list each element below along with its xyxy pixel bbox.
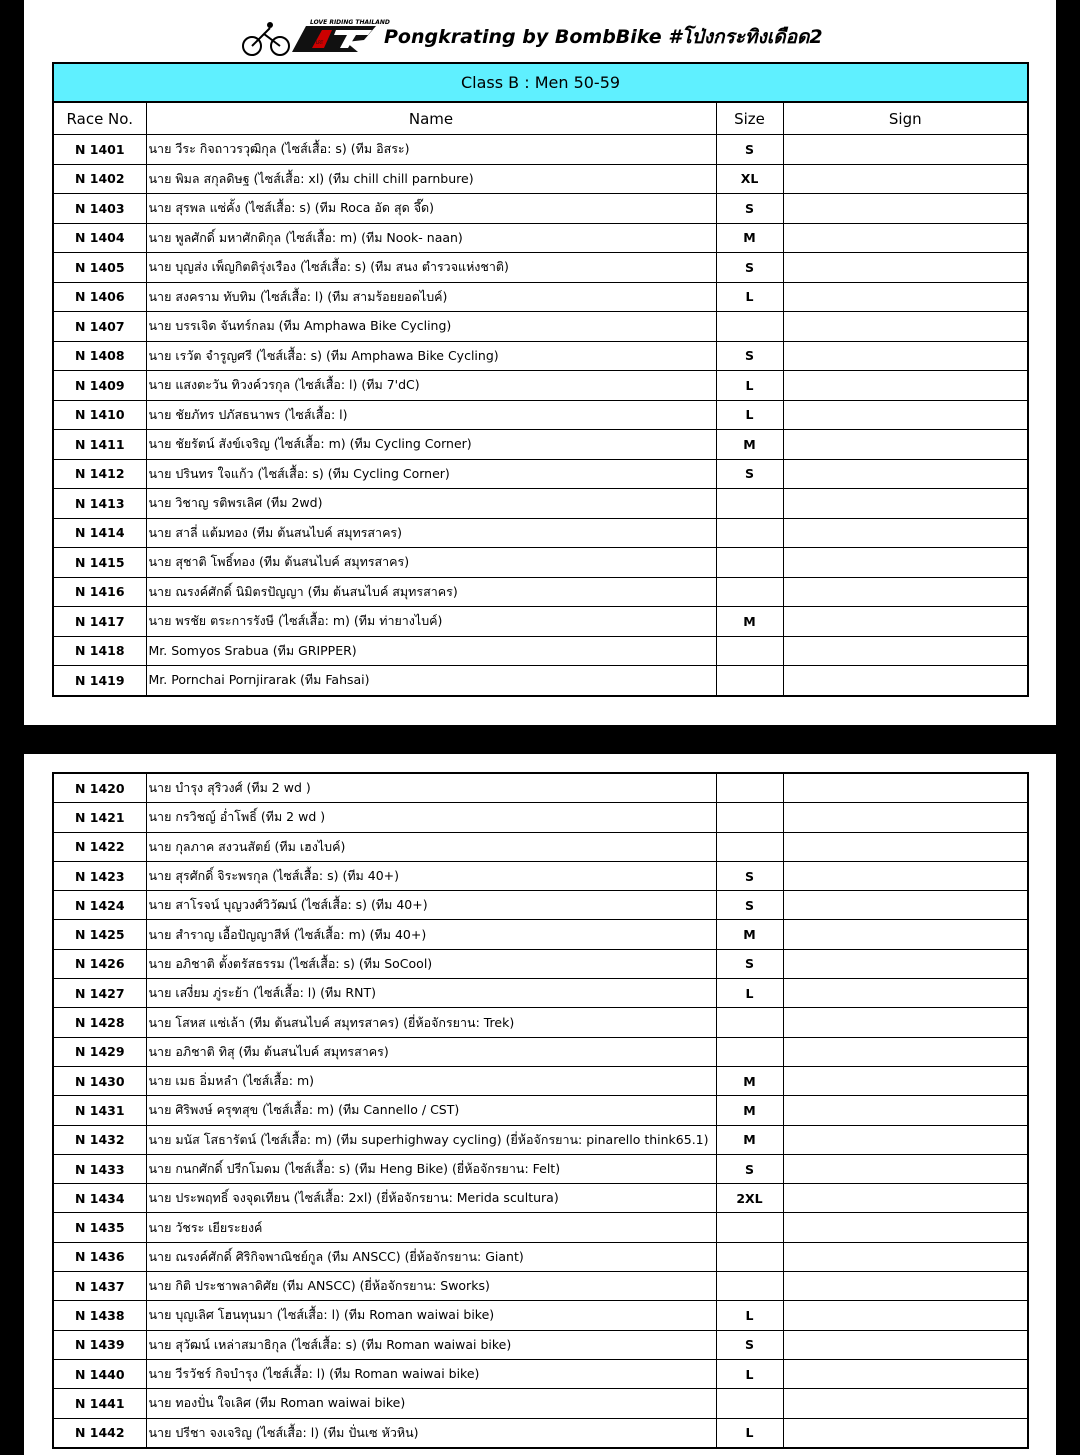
- race-number-cell: N 1431: [53, 1096, 146, 1125]
- sign-cell: [783, 773, 1028, 803]
- table-row: [53, 312, 1028, 342]
- race-number-cell: N 1424: [53, 891, 146, 920]
- size-cell: L: [716, 371, 783, 401]
- name-cell: นาย อภิชาติ ตั้งตรัสธรรม (ไซส์เสื้อ: s) (ทีม SoCool): [146, 949, 716, 978]
- race-number-cell: N 1430: [53, 1066, 146, 1095]
- name-cell: นาย กุลภาค สงวนสัตย์ (ทีม เฮงไบค์): [146, 832, 716, 861]
- table-row: [53, 1301, 1028, 1330]
- size-cell: XL: [716, 164, 783, 194]
- size-cell: [716, 803, 783, 832]
- table-row: [53, 164, 1028, 194]
- sign-cell: [783, 1272, 1028, 1301]
- name-cell: นาย วีรวัชร์ กิจบำรุง (ไซส์เสื้อ: l) (ทีม Roman waiwai bike): [146, 1359, 716, 1388]
- size-cell: M: [716, 1066, 783, 1095]
- table-row: [53, 194, 1028, 224]
- name-cell: Mr. Pornchai Pornjirarak (ทีม Fahsai): [146, 666, 716, 696]
- race-number-cell: N 1401: [53, 135, 146, 165]
- sign-cell: [783, 341, 1028, 371]
- race-number-cell: N 1405: [53, 253, 146, 283]
- lrt-logo: [236, 18, 390, 62]
- sign-cell: [783, 1418, 1028, 1448]
- size-cell: L: [716, 979, 783, 1008]
- column-header-sign: Sign: [783, 102, 1028, 135]
- race-number-cell: N 1411: [53, 430, 146, 460]
- logo-tagline: LOVE RIDING THAILAND: [310, 19, 390, 26]
- size-cell: M: [716, 920, 783, 949]
- page-header: [24, 0, 1056, 62]
- sign-cell: [783, 803, 1028, 832]
- sign-cell: [783, 607, 1028, 637]
- size-cell: S: [716, 1154, 783, 1183]
- race-number-cell: N 1438: [53, 1301, 146, 1330]
- sign-cell: [783, 1389, 1028, 1418]
- sign-cell: [783, 891, 1028, 920]
- race-number-cell: N 1425: [53, 920, 146, 949]
- race-number-cell: N 1420: [53, 773, 146, 803]
- table-row: [53, 577, 1028, 607]
- race-number-cell: N 1437: [53, 1272, 146, 1301]
- table-row: [53, 1125, 1028, 1154]
- race-number-cell: N 1412: [53, 459, 146, 489]
- name-cell: นาย สาลี่ แต้มทอง (ทีม ต้นสนไบค์ สมุทรสาคร): [146, 518, 716, 548]
- name-cell: นาย สุรศักดิ์ จิระพรกุล (ไซส์เสื้อ: s) (ทีม 40+): [146, 861, 716, 890]
- sign-cell: [783, 1184, 1028, 1213]
- name-cell: นาย ณรงค์ศักดิ์ นิมิตรปัญญา (ทีม ต้นสนไบค์ สมุทรสาคร): [146, 577, 716, 607]
- size-cell: S: [716, 253, 783, 283]
- name-cell: นาย ชัยภัทร ปภัสธนาพร (ไซส์เสื้อ: l): [146, 400, 716, 430]
- page-title: Pongkrating by BombBike #โป่งกระทิงเดือด2: [384, 26, 823, 48]
- size-cell: L: [716, 1418, 783, 1448]
- column-header-size: Size: [716, 102, 783, 135]
- size-cell: L: [716, 282, 783, 312]
- race-number-cell: N 1435: [53, 1213, 146, 1242]
- size-cell: S: [716, 1330, 783, 1359]
- size-cell: [716, 518, 783, 548]
- sign-cell: [783, 636, 1028, 666]
- table-row: [53, 518, 1028, 548]
- table-row: [53, 1272, 1028, 1301]
- table-row: [53, 341, 1028, 371]
- table-row: [53, 1213, 1028, 1242]
- size-cell: [716, 312, 783, 342]
- name-cell: นาย ทองปั่น ใจเลิศ (ทีม Roman waiwai bike): [146, 1389, 716, 1418]
- table-row: [53, 135, 1028, 165]
- race-number-cell: N 1409: [53, 371, 146, 401]
- size-cell: [716, 1242, 783, 1271]
- sign-cell: [783, 1154, 1028, 1183]
- size-cell: [716, 666, 783, 696]
- name-cell: นาย กิติ ประชาพลาดิศัย (ทีม ANSCC) (ยี่ห้อจักรยาน: Sworks): [146, 1272, 716, 1301]
- size-cell: [716, 636, 783, 666]
- table-row: [53, 1066, 1028, 1095]
- size-cell: S: [716, 135, 783, 165]
- size-cell: S: [716, 341, 783, 371]
- race-number-cell: N 1422: [53, 832, 146, 861]
- name-cell: นาย สงคราม ทับทิม (ไซส์เสื้อ: l) (ทีม สามร้อยยอดไบค์): [146, 282, 716, 312]
- name-cell: นาย บำรุง สุริวงศ์ (ทีม 2 wd ): [146, 773, 716, 803]
- race-number-cell: N 1404: [53, 223, 146, 253]
- table-row: [53, 1037, 1028, 1066]
- sign-cell: [783, 1037, 1028, 1066]
- sign-cell: [783, 223, 1028, 253]
- race-number-cell: N 1416: [53, 577, 146, 607]
- sign-cell: [783, 194, 1028, 224]
- column-header-name: Name: [146, 102, 716, 135]
- sign-cell: [783, 949, 1028, 978]
- sign-cell: [783, 459, 1028, 489]
- column-header-race-no: Race No.: [53, 102, 146, 135]
- name-cell: นาย สุรพล แซ่คั้ง (ไซส์เสื้อ: s) (ทีม Roca อัด สุด จึ๊ด): [146, 194, 716, 224]
- participant-table-continued: [52, 772, 1029, 1449]
- table-row: [53, 1154, 1028, 1183]
- size-cell: [716, 577, 783, 607]
- size-cell: S: [716, 861, 783, 890]
- sign-cell: [783, 832, 1028, 861]
- size-cell: 2XL: [716, 1184, 783, 1213]
- sign-cell: [783, 282, 1028, 312]
- name-cell: นาย กรวิชญ์ อ่ำโพธิ์ (ทีม 2 wd ): [146, 803, 716, 832]
- table-row: [53, 773, 1028, 803]
- name-cell: นาย ชัยรัตน์ สังข์เจริญ (ไซส์เสื้อ: m) (ทีม Cycling Corner): [146, 430, 716, 460]
- name-cell: นาย โสหส แซ่เล้า (ทีม ต้นสนไบค์ สมุทรสาคร) (ยี่ห้อจักรยาน: Trek): [146, 1008, 716, 1037]
- sign-cell: [783, 1125, 1028, 1154]
- table-row: [53, 636, 1028, 666]
- size-cell: L: [716, 1359, 783, 1388]
- sign-cell: [783, 1359, 1028, 1388]
- sign-cell: [783, 253, 1028, 283]
- sign-cell: [783, 489, 1028, 519]
- size-cell: [716, 1389, 783, 1418]
- size-cell: [716, 548, 783, 578]
- size-cell: M: [716, 223, 783, 253]
- size-cell: [716, 1213, 783, 1242]
- size-cell: [716, 832, 783, 861]
- sign-cell: [783, 135, 1028, 165]
- table-row: [53, 1389, 1028, 1418]
- race-number-cell: N 1413: [53, 489, 146, 519]
- column-header-row: [53, 102, 1028, 135]
- table-row: [53, 459, 1028, 489]
- table-row: [53, 803, 1028, 832]
- sign-cell: [783, 1096, 1028, 1125]
- race-number-cell: N 1415: [53, 548, 146, 578]
- logo-letters: LRT: [316, 40, 324, 45]
- sign-cell: [783, 164, 1028, 194]
- sign-cell: [783, 1008, 1028, 1037]
- race-number-cell: N 1421: [53, 803, 146, 832]
- sign-cell: [783, 548, 1028, 578]
- size-cell: S: [716, 949, 783, 978]
- name-cell: นาย เรวัต จำรูญศรี (ไซส์เสื้อ: s) (ทีม Amphawa Bike Cycling): [146, 341, 716, 371]
- name-cell: นาย เสงี่ยม ภู่ระย้า (ไซส์เสื้อ: l) (ทีม RNT): [146, 979, 716, 1008]
- class-title-row: [53, 63, 1028, 102]
- race-number-cell: N 1403: [53, 194, 146, 224]
- sign-cell: [783, 861, 1028, 890]
- sign-cell: [783, 518, 1028, 548]
- race-number-cell: N 1402: [53, 164, 146, 194]
- sign-cell: [783, 1330, 1028, 1359]
- race-number-cell: N 1414: [53, 518, 146, 548]
- race-number-cell: N 1440: [53, 1359, 146, 1388]
- race-number-cell: N 1410: [53, 400, 146, 430]
- size-cell: M: [716, 1096, 783, 1125]
- name-cell: นาย แสงตะวัน ทิวงค์วรกุล (ไซส์เสื้อ: l) (ทีม 7'dC): [146, 371, 716, 401]
- page-1: [24, 0, 1056, 725]
- name-cell: นาย บุญเลิศ โฮนทุนมา (ไซส์เสื้อ: l) (ทีม Roman waiwai bike): [146, 1301, 716, 1330]
- table-row: [53, 371, 1028, 401]
- name-cell: นาย วีระ กิจถาวรวุฒิกุล (ไซส์เสื้อ: s) (ทีม อิสระ): [146, 135, 716, 165]
- sign-cell: [783, 312, 1028, 342]
- race-number-cell: N 1432: [53, 1125, 146, 1154]
- race-number-cell: N 1407: [53, 312, 146, 342]
- name-cell: นาย สุวัฒน์ เหล่าสมาธิกุล (ไซส์เสื้อ: s) (ทีม Roman waiwai bike): [146, 1330, 716, 1359]
- name-cell: นาย ปรีชา จงเจริญ (ไซส์เสื้อ: l) (ทีม ปั่นเซ หัวหิน): [146, 1418, 716, 1448]
- table-row: [53, 949, 1028, 978]
- name-cell: นาย ปรินทร ใจแก้ว (ไซส์เสื้อ: s) (ทีม Cycling Corner): [146, 459, 716, 489]
- name-cell: นาย เมธ อิ่มหลำ (ไซส์เสื้อ: m): [146, 1066, 716, 1095]
- size-cell: [716, 1037, 783, 1066]
- size-cell: M: [716, 430, 783, 460]
- sign-cell: [783, 400, 1028, 430]
- table-row: [53, 489, 1028, 519]
- table-row: [53, 861, 1028, 890]
- race-number-cell: N 1408: [53, 341, 146, 371]
- table-row: [53, 1330, 1028, 1359]
- race-number-cell: N 1433: [53, 1154, 146, 1183]
- table-row: [53, 979, 1028, 1008]
- size-cell: S: [716, 459, 783, 489]
- race-number-cell: N 1442: [53, 1418, 146, 1448]
- table-row: [53, 430, 1028, 460]
- race-number-cell: N 1423: [53, 861, 146, 890]
- page-2: [24, 754, 1056, 1455]
- sign-cell: [783, 979, 1028, 1008]
- race-number-cell: N 1406: [53, 282, 146, 312]
- name-cell: Mr. Somyos Srabua (ทีม GRIPPER): [146, 636, 716, 666]
- race-number-cell: N 1436: [53, 1242, 146, 1271]
- race-number-cell: N 1427: [53, 979, 146, 1008]
- race-number-cell: N 1426: [53, 949, 146, 978]
- table-row: [53, 666, 1028, 696]
- name-cell: นาย พิมล สกุลดิษฐ (ไซส์เสื้อ: xl) (ทีม chill chill parnbure): [146, 164, 716, 194]
- name-cell: นาย ประพฤทธิ์ จงจุดเทียน (ไซส์เสื้อ: 2xl) (ยี่ห้อจักรยาน: Merida scultura): [146, 1184, 716, 1213]
- name-cell: นาย ศิริพงษ์ ครุฑสุข (ไซส์เสื้อ: m) (ทีม Cannello / CST): [146, 1096, 716, 1125]
- name-cell: นาย สำราญ เอื้อปัญญาสีห์ (ไซส์เสื้อ: m) (ทีม 40+): [146, 920, 716, 949]
- name-cell: นาย มนัส โสธารัตน์ (ไซส์เสื้อ: m) (ทีม superhighway cycling) (ยี่ห้อจักรยาน: pinarello think65.1): [146, 1125, 716, 1154]
- race-number-cell: N 1441: [53, 1389, 146, 1418]
- table-row: [53, 1008, 1028, 1037]
- name-cell: นาย พูลศักดิ์ มหาศักดิกุล (ไซส์เสื้อ: m) (ทีม Nook- naan): [146, 223, 716, 253]
- sign-cell: [783, 920, 1028, 949]
- race-number-cell: N 1439: [53, 1330, 146, 1359]
- table-row: [53, 1418, 1028, 1448]
- size-cell: M: [716, 1125, 783, 1154]
- table-row: [53, 400, 1028, 430]
- table-row: [53, 282, 1028, 312]
- size-cell: S: [716, 194, 783, 224]
- name-cell: นาย สุชาติ โพธิ์ทอง (ทีม ต้นสนไบค์ สมุทรสาคร): [146, 548, 716, 578]
- table-row: [53, 1096, 1028, 1125]
- name-cell: นาย ณรงค์ศักดิ์ ศิริกิจพาณิชย์กูล (ทีม ANSCC) (ยี่ห้อจักรยาน: Giant): [146, 1242, 716, 1271]
- table-row: [53, 832, 1028, 861]
- table-row: [53, 1242, 1028, 1271]
- size-cell: [716, 1008, 783, 1037]
- size-cell: L: [716, 400, 783, 430]
- sign-cell: [783, 1213, 1028, 1242]
- table-row: [53, 607, 1028, 637]
- table-row: [53, 891, 1028, 920]
- name-cell: นาย พรชัย ตระการรังษี (ไซส์เสื้อ: m) (ทีม ท่ายางไบค์): [146, 607, 716, 637]
- name-cell: นาย วัชระ เยียระยงค์: [146, 1213, 716, 1242]
- race-number-cell: N 1417: [53, 607, 146, 637]
- table-row: [53, 253, 1028, 283]
- participant-table: [52, 62, 1029, 697]
- sign-cell: [783, 577, 1028, 607]
- race-number-cell: N 1429: [53, 1037, 146, 1066]
- race-number-cell: N 1419: [53, 666, 146, 696]
- table-row: [53, 1359, 1028, 1388]
- name-cell: นาย กนกศักดิ์ ปรีกโมดม (ไซส์เสื้อ: s) (ทีม Heng Bike) (ยี่ห้อจักรยาน: Felt): [146, 1154, 716, 1183]
- size-cell: [716, 1272, 783, 1301]
- size-cell: M: [716, 607, 783, 637]
- size-cell: [716, 773, 783, 803]
- name-cell: นาย บุญส่ง เพ็ญกิตติรุ่งเรือง (ไซส์เสื้อ: s) (ทีม สนง ตำรวจแห่งชาติ): [146, 253, 716, 283]
- table-row: [53, 223, 1028, 253]
- sign-cell: [783, 1066, 1028, 1095]
- sign-cell: [783, 1301, 1028, 1330]
- race-number-cell: N 1428: [53, 1008, 146, 1037]
- sign-cell: [783, 371, 1028, 401]
- sign-cell: [783, 666, 1028, 696]
- sign-cell: [783, 1242, 1028, 1271]
- table-row: [53, 1184, 1028, 1213]
- name-cell: นาย สาโรจน์ บุญวงศ์วิวัฒน์ (ไซส์เสื้อ: s) (ทีม 40+): [146, 891, 716, 920]
- size-cell: [716, 489, 783, 519]
- sign-cell: [783, 430, 1028, 460]
- name-cell: นาย วิชาญ รติพรเลิศ (ทีม 2wd): [146, 489, 716, 519]
- name-cell: นาย อภิชาติ ทิสุ (ทีม ต้นสนไบค์ สมุทรสาคร): [146, 1037, 716, 1066]
- race-number-cell: N 1434: [53, 1184, 146, 1213]
- size-cell: L: [716, 1301, 783, 1330]
- race-number-cell: N 1418: [53, 636, 146, 666]
- table-row: [53, 920, 1028, 949]
- size-cell: S: [716, 891, 783, 920]
- class-title: Class B : Men 50-59: [53, 63, 1028, 102]
- name-cell: นาย บรรเจิด จันทร์กลม (ทีม Amphawa Bike Cycling): [146, 312, 716, 342]
- table-row: [53, 548, 1028, 578]
